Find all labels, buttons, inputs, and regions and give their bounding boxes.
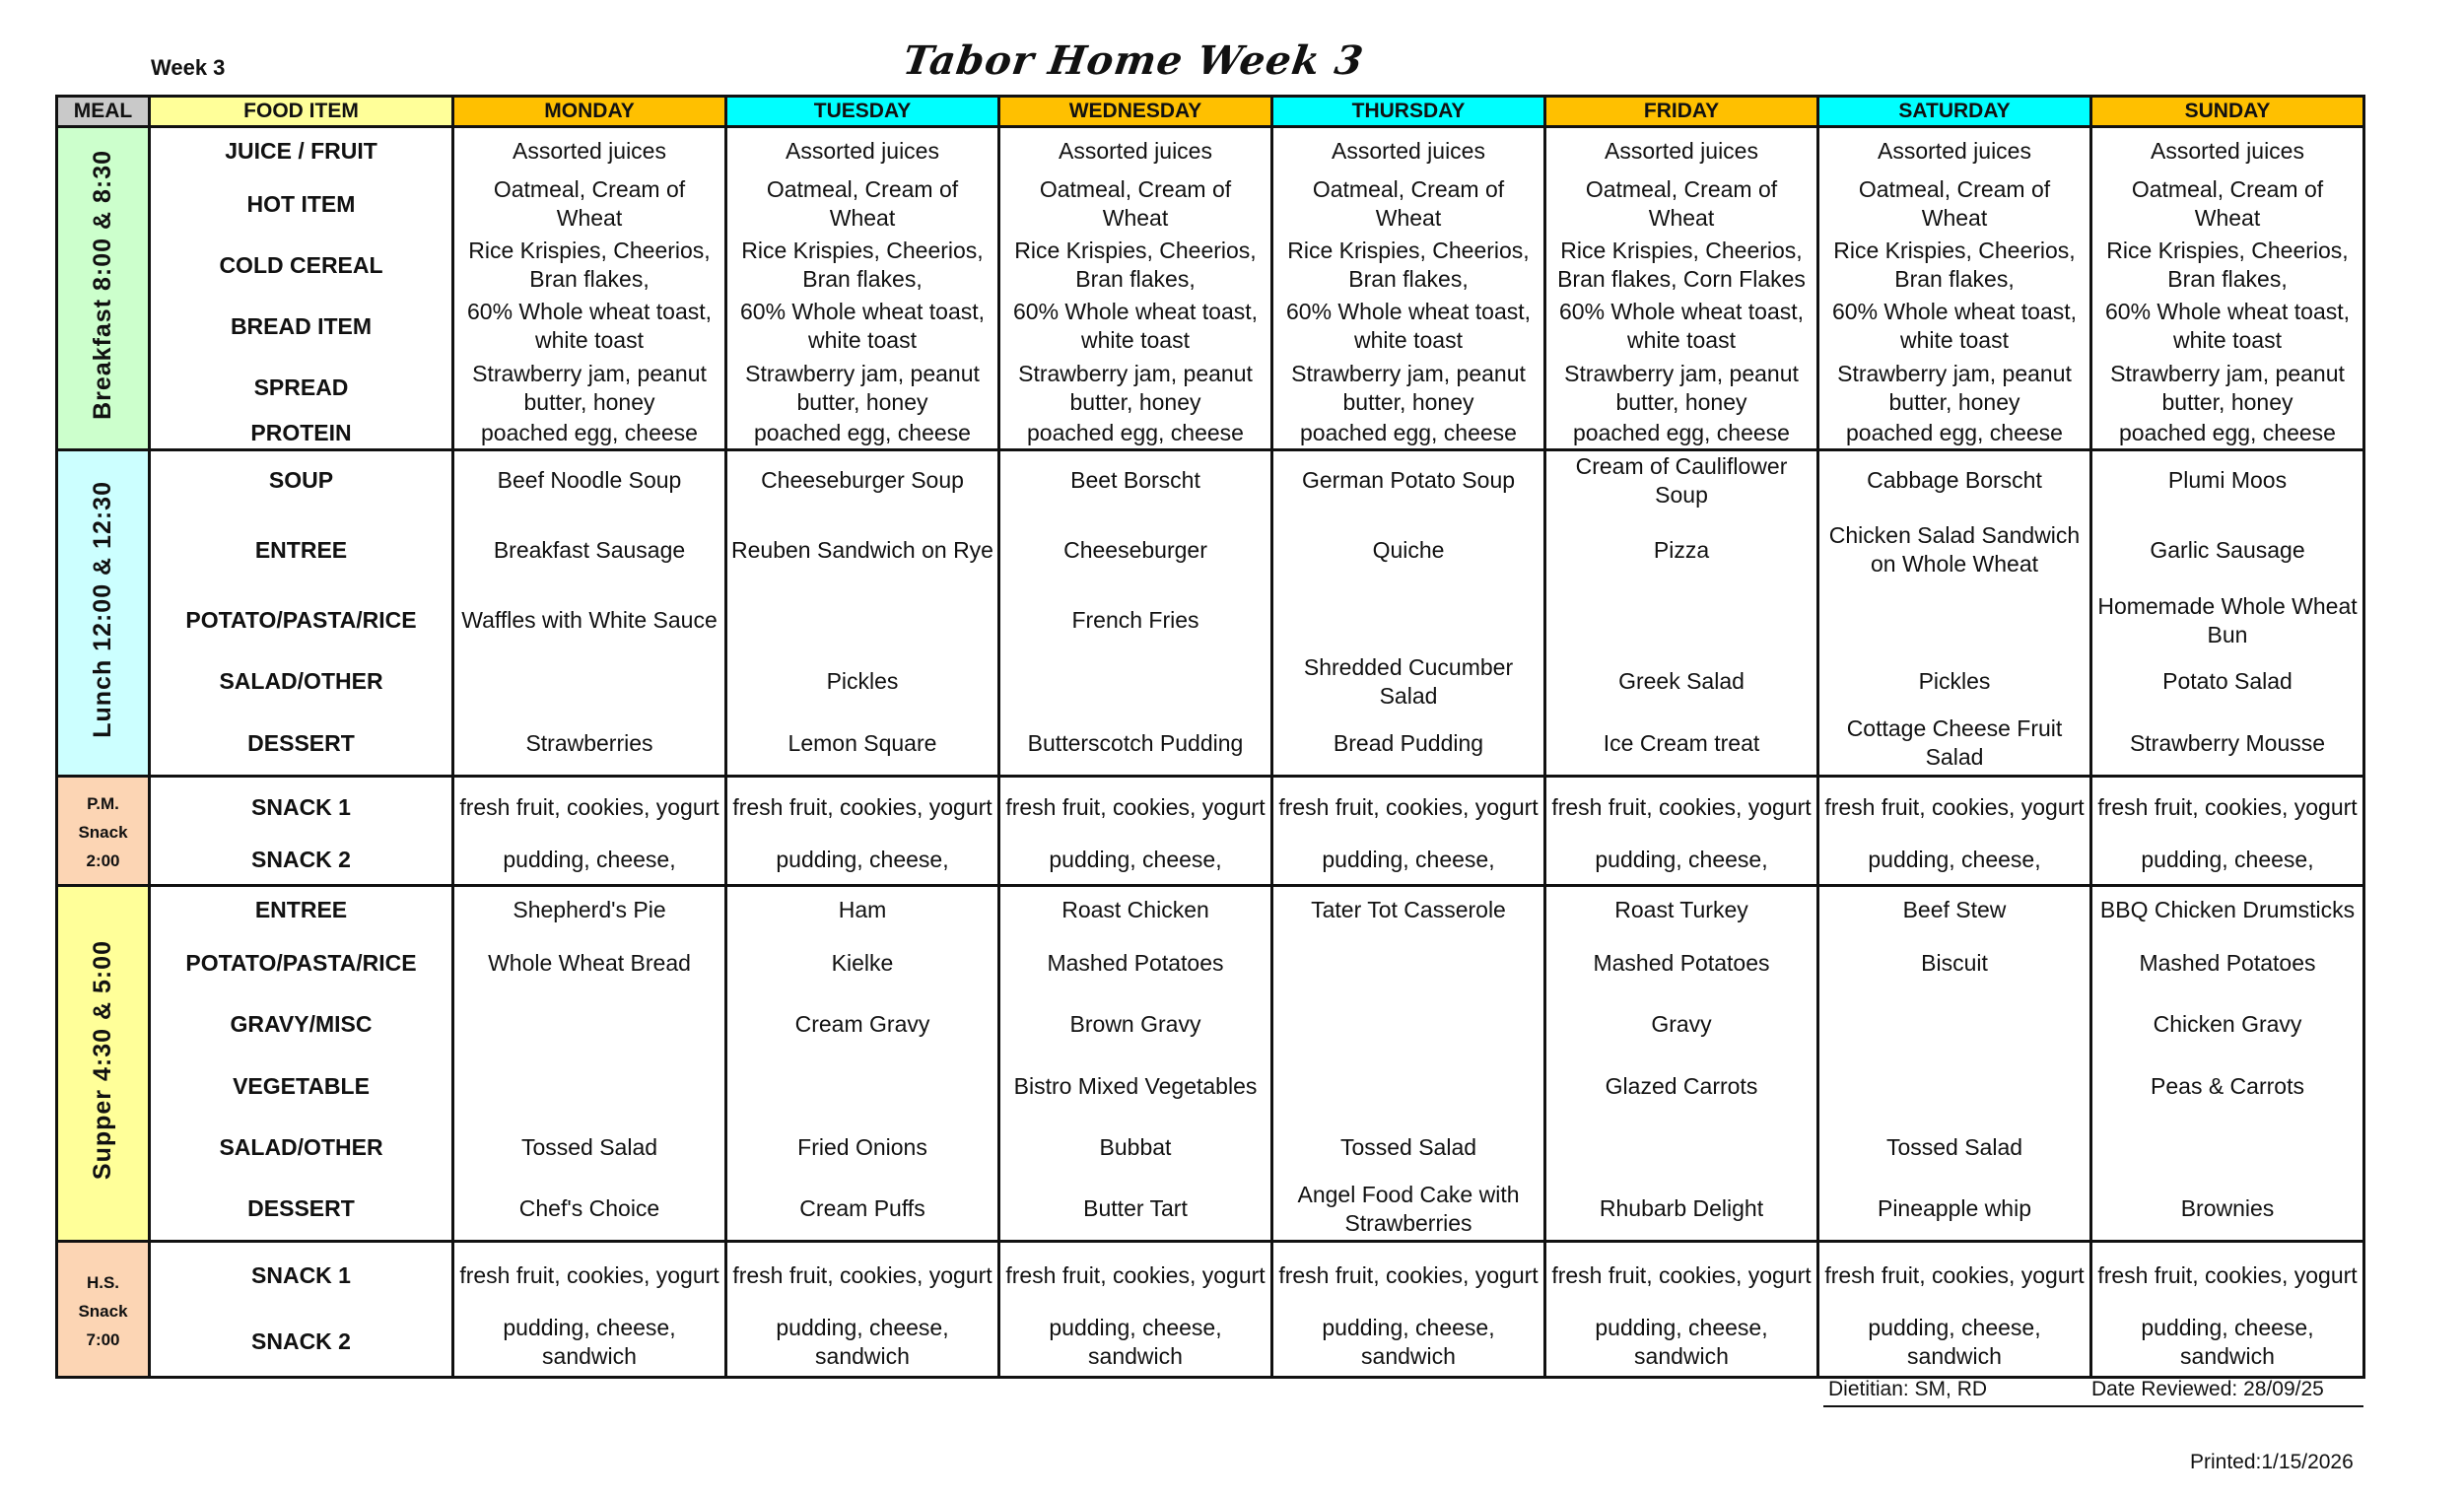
menu-cell: Strawberry jam, peanut butter, honey xyxy=(1272,358,1545,419)
menu-cell: Glazed Carrots xyxy=(1545,1055,1818,1117)
menu-cell: Peas & Carrots xyxy=(2091,1055,2364,1117)
footer-rule xyxy=(1823,1405,2363,1407)
menu-cell: pudding, cheese, xyxy=(2091,837,2364,885)
food-item-label: POTATO/PASTA/RICE xyxy=(150,933,453,994)
printed-date: Printed:1/15/2026 xyxy=(2190,1451,2354,1473)
menu-cell xyxy=(726,590,999,651)
menu-cell: fresh fruit, cookies, yogurt xyxy=(453,1242,726,1309)
breakfast-row xyxy=(57,358,2364,419)
food-item-label: JUICE / FRUIT xyxy=(150,127,453,174)
food-item-label: VEGETABLE xyxy=(150,1055,453,1117)
menu-cell: Cheeseburger xyxy=(999,510,1272,590)
header-sunday: SUNDAY xyxy=(2091,97,2364,127)
supper-row xyxy=(57,1055,2364,1117)
header-meal: MEAL xyxy=(57,97,150,127)
lunch-row xyxy=(57,713,2364,776)
menu-cell: 60% Whole wheat toast, white toast xyxy=(999,296,1272,357)
menu-cell: Bread Pudding xyxy=(1272,713,1545,776)
menu-cell xyxy=(1545,590,1818,651)
menu-cell: 60% Whole wheat toast, white toast xyxy=(453,296,726,357)
food-item-label: ENTREE xyxy=(150,510,453,590)
meal-label-text: P.M. Snack 2:00 xyxy=(78,794,128,871)
menu-cell: pudding, cheese, sandwich xyxy=(453,1309,726,1378)
lunch-row xyxy=(57,449,2364,510)
menu-cell: Oatmeal, Cream of Wheat xyxy=(1818,173,2091,235)
supper-row xyxy=(57,933,2364,994)
menu-cell: Shredded Cucumber Salad xyxy=(1272,651,1545,713)
menu-cell: Rice Krispies, Cheerios, Bran flakes, xyxy=(726,235,999,296)
menu-cell: Rice Krispies, Cheerios, Bran flakes, xyxy=(2091,235,2364,296)
menu-cell: 60% Whole wheat toast, white toast xyxy=(1818,296,2091,357)
lunch-row xyxy=(57,590,2364,651)
menu-cell: Strawberry jam, peanut butter, honey xyxy=(726,358,999,419)
menu-cell xyxy=(2091,1117,2364,1178)
menu-cell: Greek Salad xyxy=(1545,651,1818,713)
menu-cell: pudding, cheese, xyxy=(453,837,726,885)
menu-cell: Pizza xyxy=(1545,510,1818,590)
menu-cell: fresh fruit, cookies, yogurt xyxy=(1545,776,1818,837)
menu-cell: Rice Krispies, Cheerios, Bran flakes, xyxy=(453,235,726,296)
meal-label-text: H.S. Snack 7:00 xyxy=(78,1273,128,1349)
menu-cell: poached egg, cheese xyxy=(453,419,726,450)
menu-cell xyxy=(726,1055,999,1117)
header-friday: FRIDAY xyxy=(1545,97,1818,127)
menu-cell: fresh fruit, cookies, yogurt xyxy=(999,1242,1272,1309)
pm-snack-row xyxy=(57,776,2364,837)
meal-label-breakfast xyxy=(57,127,150,450)
menu-cell: fresh fruit, cookies, yogurt xyxy=(1272,776,1545,837)
menu-cell: pudding, cheese, sandwich xyxy=(1818,1309,2091,1378)
header-tuesday: TUESDAY xyxy=(726,97,999,127)
menu-cell xyxy=(1272,590,1545,651)
meal-label-text: Lunch 12:00 & 12:30 xyxy=(89,480,116,738)
menu-cell xyxy=(1818,590,2091,651)
menu-cell: 60% Whole wheat toast, white toast xyxy=(1545,296,1818,357)
menu-cell: Assorted juices xyxy=(999,127,1272,174)
hs-snack-row xyxy=(57,1242,2364,1309)
menu-cell: BBQ Chicken Drumsticks xyxy=(2091,885,2364,933)
menu-cell: Rice Krispies, Cheerios, Bran flakes, Corn Flakes xyxy=(1545,235,1818,296)
menu-cell: Reuben Sandwich on Rye xyxy=(726,510,999,590)
menu-cell: Chicken Salad Sandwich on Whole Wheat xyxy=(1818,510,2091,590)
breakfast-row xyxy=(57,173,2364,235)
menu-cell: Rhubarb Delight xyxy=(1545,1178,1818,1241)
food-item-label: PROTEIN xyxy=(150,419,453,450)
food-item-label: SALAD/OTHER xyxy=(150,1117,453,1178)
menu-cell: Assorted juices xyxy=(1818,127,2091,174)
menu-cell: Cream of Cauliflower Soup xyxy=(1545,449,1818,510)
menu-cell: Strawberry jam, peanut butter, honey xyxy=(453,358,726,419)
menu-cell: Roast Turkey xyxy=(1545,885,1818,933)
page-title: Tabor Home Week 3 xyxy=(900,37,1367,84)
menu-cell xyxy=(453,651,726,713)
food-item-label: SNACK 2 xyxy=(150,1309,453,1378)
meal-label-pm-snack xyxy=(57,776,150,885)
menu-cell: fresh fruit, cookies, yogurt xyxy=(1545,1242,1818,1309)
menu-cell: Assorted juices xyxy=(453,127,726,174)
menu-cell: Potato Salad xyxy=(2091,651,2364,713)
menu-cell: pudding, cheese, sandwich xyxy=(2091,1309,2364,1378)
menu-cell: Strawberry Mousse xyxy=(2091,713,2364,776)
menu-cell: pudding, cheese, xyxy=(1818,837,2091,885)
menu-cell: Rice Krispies, Cheerios, Bran flakes, xyxy=(1272,235,1545,296)
menu-cell: Ice Cream treat xyxy=(1545,713,1818,776)
menu-cell xyxy=(1272,994,1545,1055)
menu-cell: Whole Wheat Bread xyxy=(453,933,726,994)
menu-cell: Breakfast Sausage xyxy=(453,510,726,590)
menu-cell: Pickles xyxy=(726,651,999,713)
menu-body xyxy=(57,127,2364,1378)
menu-cell: Oatmeal, Cream of Wheat xyxy=(999,173,1272,235)
header-monday: MONDAY xyxy=(453,97,726,127)
menu-cell: fresh fruit, cookies, yogurt xyxy=(1818,1242,2091,1309)
meal-label-hs-snack xyxy=(57,1242,150,1378)
supper-row xyxy=(57,994,2364,1055)
menu-cell xyxy=(999,651,1272,713)
menu-cell: Strawberry jam, peanut butter, honey xyxy=(1818,358,2091,419)
menu-cell: pudding, cheese, xyxy=(1272,837,1545,885)
menu-cell: Cheeseburger Soup xyxy=(726,449,999,510)
food-item-label: BREAD ITEM xyxy=(150,296,453,357)
menu-cell: poached egg, cheese xyxy=(2091,419,2364,450)
food-item-label: DESSERT xyxy=(150,713,453,776)
menu-cell: French Fries xyxy=(999,590,1272,651)
meal-label-supper xyxy=(57,885,150,1241)
week-label: Week 3 xyxy=(151,55,226,80)
menu-cell xyxy=(1818,994,2091,1055)
header-thursday: THURSDAY xyxy=(1272,97,1545,127)
date-reviewed: Date Reviewed: 28/09/25 xyxy=(2091,1378,2324,1400)
breakfast-row xyxy=(57,419,2364,450)
menu-cell: Kielke xyxy=(726,933,999,994)
menu-cell: Beet Borscht xyxy=(999,449,1272,510)
breakfast-row xyxy=(57,296,2364,357)
menu-cell: poached egg, cheese xyxy=(726,419,999,450)
menu-cell: Strawberry jam, peanut butter, honey xyxy=(999,358,1272,419)
meal-label-text: Breakfast 8:00 & 8:30 xyxy=(89,149,116,420)
menu-cell: Beef Stew xyxy=(1818,885,2091,933)
menu-cell: Chicken Gravy xyxy=(2091,994,2364,1055)
menu-cell: 60% Whole wheat toast, white toast xyxy=(2091,296,2364,357)
menu-cell: Bubbat xyxy=(999,1117,1272,1178)
menu-cell: Oatmeal, Cream of Wheat xyxy=(1272,173,1545,235)
menu-cell: pudding, cheese, xyxy=(726,837,999,885)
menu-cell: Lemon Square xyxy=(726,713,999,776)
menu-cell: Butter Tart xyxy=(999,1178,1272,1241)
menu-cell: Oatmeal, Cream of Wheat xyxy=(726,173,999,235)
menu-cell: Beef Noodle Soup xyxy=(453,449,726,510)
food-item-label: SNACK 1 xyxy=(150,1242,453,1309)
dietitian: Dietitian: SM, RD xyxy=(1828,1378,1988,1400)
menu-cell: Homemade Whole Wheat Bun xyxy=(2091,590,2364,651)
menu-cell: Mashed Potatoes xyxy=(1545,933,1818,994)
breakfast-row xyxy=(57,127,2364,174)
food-item-label: SPREAD xyxy=(150,358,453,419)
menu-cell: fresh fruit, cookies, yogurt xyxy=(453,776,726,837)
menu-cell: Assorted juices xyxy=(1272,127,1545,174)
menu-cell: Rice Krispies, Cheerios, Bran flakes, xyxy=(1818,235,2091,296)
meal-label-text: Supper 4:30 & 5:00 xyxy=(89,939,116,1180)
menu-cell: Angel Food Cake with Strawberries xyxy=(1272,1178,1545,1241)
food-item-label: POTATO/PASTA/RICE xyxy=(150,590,453,651)
food-item-label: SOUP xyxy=(150,449,453,510)
menu-cell: pudding, cheese, sandwich xyxy=(999,1309,1272,1378)
header-food-item: FOOD ITEM xyxy=(150,97,453,127)
supper-row xyxy=(57,885,2364,933)
pm-snack-row xyxy=(57,837,2364,885)
menu-cell xyxy=(453,994,726,1055)
food-item-label: SNACK 1 xyxy=(150,776,453,837)
menu-cell: Tossed Salad xyxy=(453,1117,726,1178)
menu-cell: Assorted juices xyxy=(1545,127,1818,174)
menu-cell: 60% Whole wheat toast, white toast xyxy=(726,296,999,357)
menu-cell: Mashed Potatoes xyxy=(2091,933,2364,994)
food-item-label: GRAVY/MISC xyxy=(150,994,453,1055)
menu-cell: pudding, cheese, sandwich xyxy=(1272,1309,1545,1378)
supper-row xyxy=(57,1178,2364,1241)
menu-cell: Quiche xyxy=(1272,510,1545,590)
menu-cell: pudding, cheese, sandwich xyxy=(1545,1309,1818,1378)
menu-cell: fresh fruit, cookies, yogurt xyxy=(1272,1242,1545,1309)
menu-cell: Fried Onions xyxy=(726,1117,999,1178)
food-item-label: SALAD/OTHER xyxy=(150,651,453,713)
menu-cell: Cream Gravy xyxy=(726,994,999,1055)
menu-cell: Mashed Potatoes xyxy=(999,933,1272,994)
menu-cell: Strawberry jam, peanut butter, honey xyxy=(1545,358,1818,419)
header-saturday: SATURDAY xyxy=(1818,97,2091,127)
menu-cell: Shepherd's Pie xyxy=(453,885,726,933)
menu-cell: Oatmeal, Cream of Wheat xyxy=(2091,173,2364,235)
menu-cell xyxy=(1272,933,1545,994)
food-item-label: HOT ITEM xyxy=(150,173,453,235)
menu-cell: Rice Krispies, Cheerios, Bran flakes, xyxy=(999,235,1272,296)
menu-cell: fresh fruit, cookies, yogurt xyxy=(726,776,999,837)
menu-cell: Brown Gravy xyxy=(999,994,1272,1055)
meal-label-lunch xyxy=(57,449,150,776)
menu-cell: Biscuit xyxy=(1818,933,2091,994)
menu-cell: pudding, cheese, sandwich xyxy=(726,1309,999,1378)
menu-cell: Bistro Mixed Vegetables xyxy=(999,1055,1272,1117)
menu-cell: poached egg, cheese xyxy=(999,419,1272,450)
lunch-row xyxy=(57,651,2364,713)
menu-cell: German Potato Soup xyxy=(1272,449,1545,510)
menu-cell xyxy=(453,1055,726,1117)
lunch-row xyxy=(57,510,2364,590)
menu-cell: pudding, cheese, xyxy=(999,837,1272,885)
menu-cell: Chef's Choice xyxy=(453,1178,726,1241)
menu-cell: Plumi Moos xyxy=(2091,449,2364,510)
menu-cell: 60% Whole wheat toast, white toast xyxy=(1272,296,1545,357)
menu-cell: Tossed Salad xyxy=(1818,1117,2091,1178)
header-wednesday: WEDNESDAY xyxy=(999,97,1272,127)
menu-cell: Strawberries xyxy=(453,713,726,776)
menu-cell: fresh fruit, cookies, yogurt xyxy=(2091,1242,2364,1309)
food-item-label: COLD CEREAL xyxy=(150,235,453,296)
menu-cell: Butterscotch Pudding xyxy=(999,713,1272,776)
menu-cell: Waffles with White Sauce xyxy=(453,590,726,651)
menu-cell: fresh fruit, cookies, yogurt xyxy=(1818,776,2091,837)
menu-cell: poached egg, cheese xyxy=(1818,419,2091,450)
menu-cell: Tossed Salad xyxy=(1272,1117,1545,1178)
food-item-label: SNACK 2 xyxy=(150,837,453,885)
menu-cell: poached egg, cheese xyxy=(1545,419,1818,450)
menu-cell xyxy=(1545,1117,1818,1178)
menu-cell: Strawberry jam, peanut butter, honey xyxy=(2091,358,2364,419)
menu-cell: Brownies xyxy=(2091,1178,2364,1241)
hs-snack-row xyxy=(57,1309,2364,1378)
menu-cell xyxy=(1818,1055,2091,1117)
menu-cell: Pineapple whip xyxy=(1818,1178,2091,1241)
menu-cell: pudding, cheese, xyxy=(1545,837,1818,885)
menu-cell: fresh fruit, cookies, yogurt xyxy=(2091,776,2364,837)
menu-cell: fresh fruit, cookies, yogurt xyxy=(726,1242,999,1309)
menu-cell: Assorted juices xyxy=(726,127,999,174)
menu-cell: fresh fruit, cookies, yogurt xyxy=(999,776,1272,837)
menu-cell: poached egg, cheese xyxy=(1272,419,1545,450)
menu-cell: Cottage Cheese Fruit Salad xyxy=(1818,713,2091,776)
menu-cell: Garlic Sausage xyxy=(2091,510,2364,590)
supper-row xyxy=(57,1117,2364,1178)
breakfast-row xyxy=(57,235,2364,296)
header-row xyxy=(57,97,2364,127)
menu-cell: Oatmeal, Cream of Wheat xyxy=(453,173,726,235)
menu-cell: Roast Chicken xyxy=(999,885,1272,933)
menu-cell: Pickles xyxy=(1818,651,2091,713)
food-item-label: DESSERT xyxy=(150,1178,453,1241)
menu-cell: Ham xyxy=(726,885,999,933)
menu-cell: Tater Tot Casserole xyxy=(1272,885,1545,933)
menu-cell: Oatmeal, Cream of Wheat xyxy=(1545,173,1818,235)
menu-table xyxy=(55,95,2365,1379)
food-item-label: ENTREE xyxy=(150,885,453,933)
menu-cell: Assorted juices xyxy=(2091,127,2364,174)
menu-cell: Cream Puffs xyxy=(726,1178,999,1241)
menu-cell: Gravy xyxy=(1545,994,1818,1055)
menu-cell: Cabbage Borscht xyxy=(1818,449,2091,510)
menu-cell xyxy=(1272,1055,1545,1117)
